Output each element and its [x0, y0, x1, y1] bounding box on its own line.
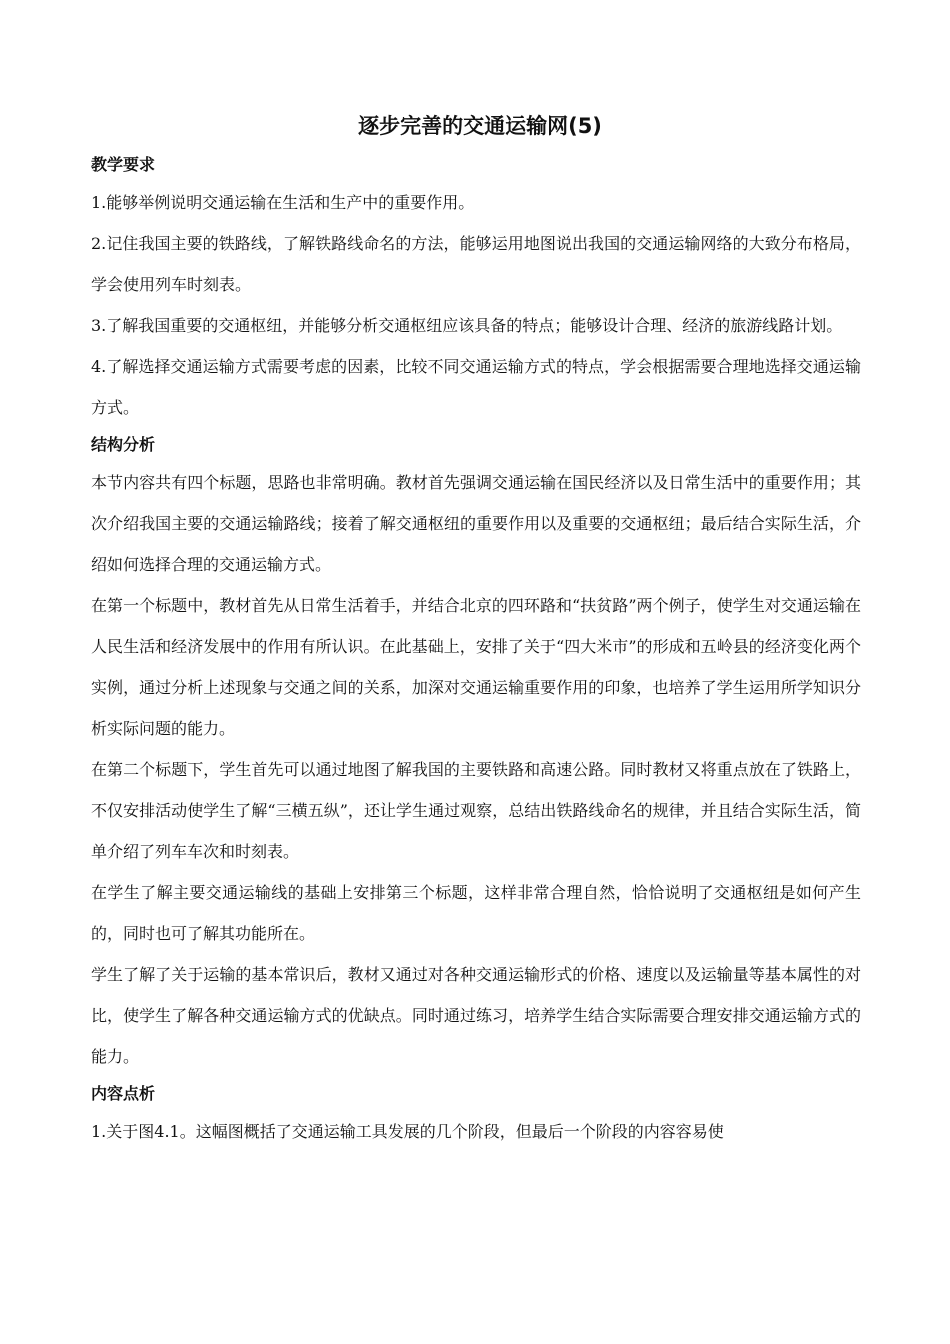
paragraph: 学生了解了关于运输的基本常识后，教材又通过对各种交通运输形式的价格、速度以及运输量等基本属性的对比，使学生了解各种交通运输方式的优缺点。同时通过练习，培养学生结合实际需要合理安排交通运输方式的能力。 — [91, 965, 861, 1066]
paragraph: 1.关于图4.1。这幅图概括了交通运输工具发展的几个阶段，但最后一个阶段的内容容易使 — [91, 1122, 724, 1141]
section-structure-analysis — [91, 428, 861, 1077]
paragraph: 4.了解选择交通运输方式需要考虑的因素，比较不同交通运输方式的特点，学会根据需要合理地选择交通运输方式。 — [91, 357, 861, 417]
section-heading: 内容点析 — [91, 1084, 156, 1103]
section-teaching-requirements — [91, 148, 861, 428]
paragraph: 本节内容共有四个标题，思路也非常明确。教材首先强调交通运输在国民经济以及日常生活中的重要作用；其次介绍我国主要的交通运输路线；接着了解交通枢纽的重要作用以及重要的交通枢纽；最后结合实际生活，介绍如何选择合理的交通运输方式。 — [91, 473, 861, 574]
section-content-analysis — [91, 1077, 861, 1152]
paragraph: 2.记住我国主要的铁路线，了解铁路线命名的方法，能够运用地图说出我国的交通运输网络的大致分布格局，学会使用列车时刻表。 — [91, 234, 861, 294]
paragraph: 在第二个标题下，学生首先可以通过地图了解我国的主要铁路和高速公路。同时教材又将重点放在了铁路上，不仅安排活动使学生了解“三横五纵”，还让学生通过观察，总结出铁路线命名的规律，并且结合实际生活，简单介绍了列车车次和时刻表。 — [91, 760, 861, 861]
document-page — [91, 108, 861, 1152]
paragraph: 1.能够举例说明交通运输在生活和生产中的重要作用。 — [91, 193, 475, 212]
section-heading: 结构分析 — [91, 435, 156, 454]
document-title: 逐步完善的交通运输网(5) — [358, 114, 602, 138]
paragraph: 在第一个标题中，教材首先从日常生活着手，并结合北京的四环路和“扶贫路”两个例子，使学生对交通运输在人民生活和经济发展中的作用有所认识。在此基础上，安排了关于“四大米市”的形成和五岭县的经济变化两个实例，通过分析上述现象与交通之间的关系，加深对交通运输重要作用的印象，也培养了学生运用所学知识分析实际问题的能力。 — [91, 596, 861, 738]
paragraph: 在学生了解主要交通运输线的基础上安排第三个标题，这样非常合理自然，恰恰说明了交通枢纽是如何产生的，同时也可了解其功能所在。 — [91, 883, 861, 943]
section-heading: 教学要求 — [91, 155, 156, 174]
paragraph: 3.了解我国重要的交通枢纽，并能够分析交通枢纽应该具备的特点；能够设计合理、经济的旅游线路计划。 — [91, 316, 843, 335]
